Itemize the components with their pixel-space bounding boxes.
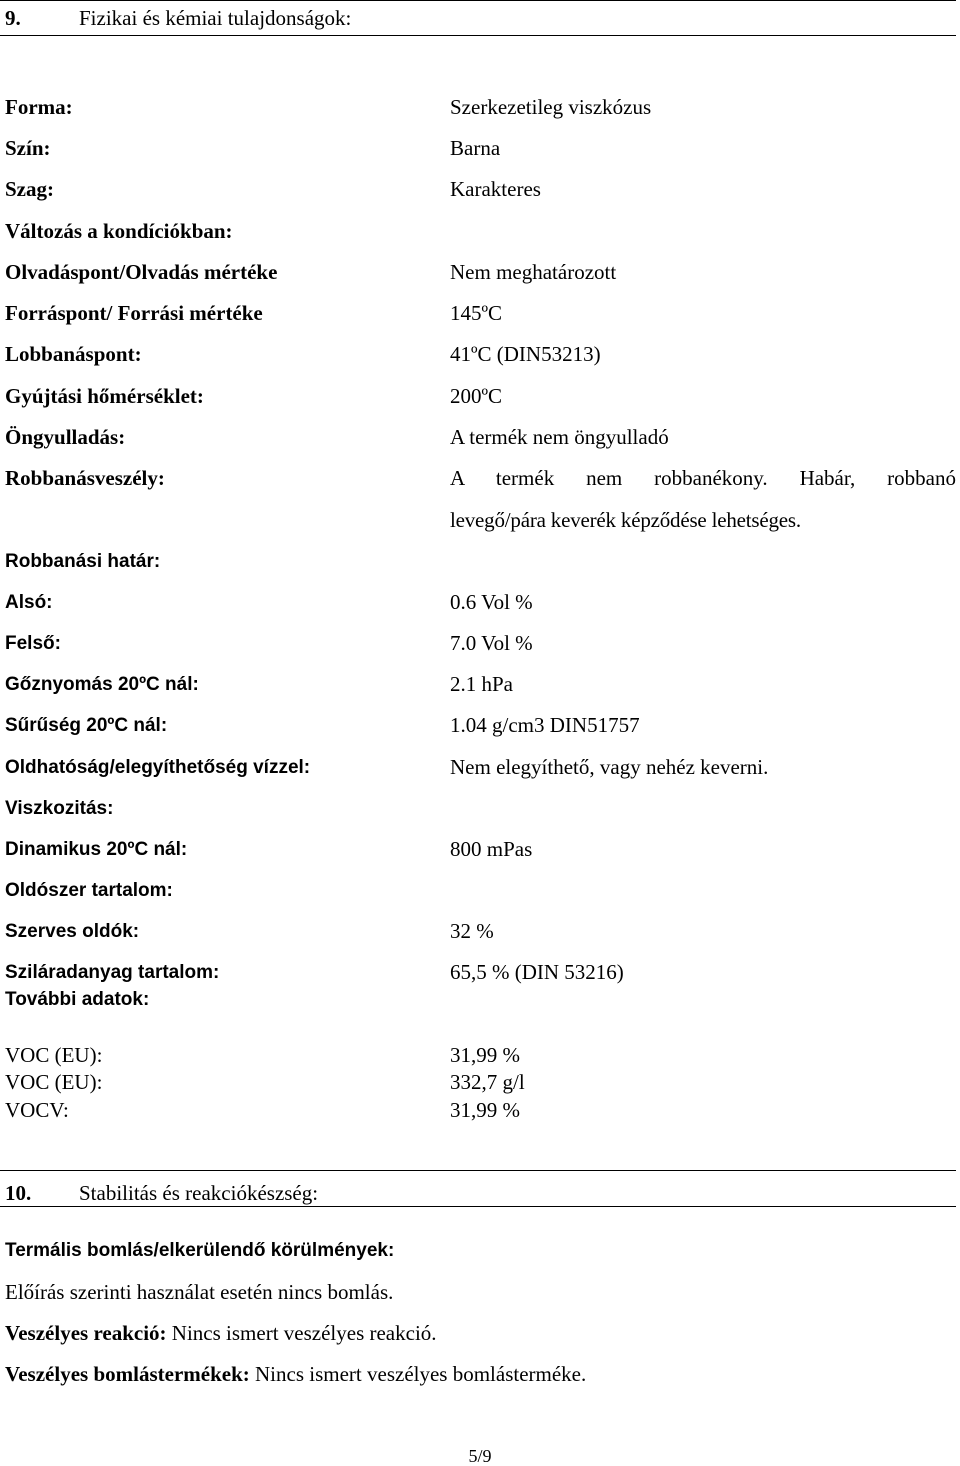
property-value: A termék nem robbanékony. Habár, robbanó xyxy=(450,466,956,490)
property-label: Dinamikus 20ºC nál: xyxy=(5,839,188,860)
hazardous-decomposition-label: Veszélyes bomlástermékek: xyxy=(5,1362,250,1386)
property-label: Viszkozitás: xyxy=(5,798,114,819)
property-value: A termék nem öngyulladó xyxy=(450,425,669,449)
section-10-header xyxy=(0,1170,956,1207)
property-label: Változás a kondíciókban: xyxy=(5,219,233,243)
property-label: Olvadáspont/Olvadás mértéke xyxy=(5,260,278,284)
hazardous-decomposition-text: Nincs ismert veszélyes bomlásterméke. xyxy=(249,1362,587,1386)
property-value: 200ºC xyxy=(450,384,503,408)
property-value: 1.04 g/cm3 DIN51757 xyxy=(450,713,640,737)
property-label: Gyújtási hőmérséklet: xyxy=(5,384,204,408)
property-value: 2.1 hPa xyxy=(450,672,513,696)
property-label: Forráspont/ Forrási mértéke xyxy=(5,301,263,325)
property-label: VOC (EU): xyxy=(5,1043,103,1067)
section-title: Fizikai és kémiai tulajdonságok: xyxy=(79,6,352,30)
property-label: Alsó: xyxy=(5,592,53,613)
property-label: További adatok: xyxy=(5,989,150,1010)
page-number: 5/9 xyxy=(468,1446,492,1466)
property-value: Nem elegyíthető, vagy nehéz keverni. xyxy=(450,755,769,779)
hazardous-reaction-label: Veszélyes reakció: xyxy=(5,1321,167,1345)
property-value-continued: levegő/pára keverék képződése lehetséges. xyxy=(450,508,801,532)
property-label: VOC (EU): xyxy=(5,1070,103,1094)
property-label: Szerves oldók: xyxy=(5,921,140,942)
property-value: 800 mPas xyxy=(450,837,533,861)
property-label: VOCV: xyxy=(5,1098,69,1122)
property-label: Robbanásveszély: xyxy=(5,466,165,490)
section-number: 9. xyxy=(5,6,21,30)
property-label: Lobbanáspont: xyxy=(5,342,142,366)
property-value: 0.6 Vol % xyxy=(450,590,533,614)
property-label: Forma: xyxy=(5,95,73,119)
property-label: Felső: xyxy=(5,633,61,654)
property-label: Sziláradanyag tartalom: xyxy=(5,962,220,983)
property-value: 31,99 % xyxy=(450,1098,520,1122)
property-value: Karakteres xyxy=(450,177,541,201)
property-label: Gőznyomás 20ºC nál: xyxy=(5,674,199,695)
property-value: 65,5 % (DIN 53216) xyxy=(450,960,624,984)
property-value: 32 % xyxy=(450,919,494,943)
hazardous-reaction-text: Nincs ismert veszélyes reakció. xyxy=(166,1321,437,1345)
property-label: Öngyulladás: xyxy=(5,425,126,449)
section-9-header xyxy=(0,0,956,36)
property-label: Szín: xyxy=(5,136,51,160)
hazardous-reaction xyxy=(5,1323,437,1344)
property-value: Szerkezetileg viszkózus xyxy=(450,95,652,119)
section-title: Stabilitás és reakciókészség: xyxy=(79,1181,319,1205)
section-number: 10. xyxy=(5,1181,32,1205)
property-label: Oldószer tartalom: xyxy=(5,880,173,901)
property-value: 31,99 % xyxy=(450,1043,520,1067)
thermal-heading: Termális bomlás/elkerülendő körülmények: xyxy=(5,1240,395,1261)
property-label: Oldhatóság/elegyíthetőség vízzel: xyxy=(5,757,311,778)
property-label: Sűrűség 20ºC nál: xyxy=(5,715,168,736)
property-value: Barna xyxy=(450,136,501,160)
property-value: 7.0 Vol % xyxy=(450,631,533,655)
property-label: Robbanási határ: xyxy=(5,551,161,572)
property-label: Szag: xyxy=(5,177,54,201)
property-value: 145ºC xyxy=(450,301,503,325)
thermal-text: Előírás szerinti használat esetén nincs bomlás. xyxy=(5,1280,394,1304)
property-value: 332,7 g/l xyxy=(450,1070,525,1094)
property-value: Nem meghatározott xyxy=(450,260,617,284)
hazardous-decomposition xyxy=(5,1364,586,1385)
property-value: 41ºC (DIN53213) xyxy=(450,342,601,366)
